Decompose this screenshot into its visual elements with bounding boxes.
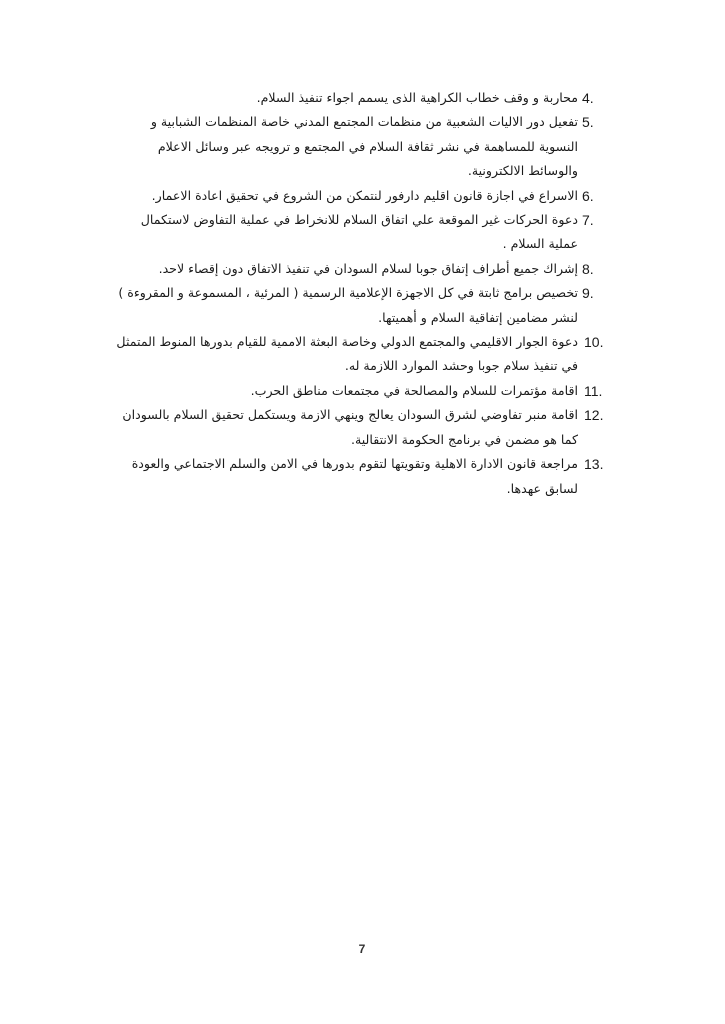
item-number: 5. (582, 114, 594, 131)
list-item (108, 379, 610, 403)
item-text: محاربة و وقف خطاب الكراهية الذى يسمم اجواء تنفيذ السلام. (256, 90, 578, 105)
list-item (108, 281, 610, 330)
item-text: دعوة الجوار الاقليمي والمجتمع الدولي وخاصة البعثة الاممية للقيام بدورها المنوط المتمثل في تنفيذ سلام جوبا وحشد الموارد اللازمة له. (116, 334, 578, 374)
item-text: اقامة منبر تفاوضي لشرق السودان يعالج وينهي الازمة ويستكمل تحقيق السلام بالسودان كما هو مضمن في برنامج الحكومة الانتقالية. (122, 407, 578, 447)
item-number: 11. (584, 382, 603, 399)
list-item (108, 208, 610, 257)
list-item (108, 403, 610, 452)
list-item (108, 257, 610, 281)
item-number: 10. (584, 334, 604, 351)
item-text: تفعيل دور الاليات الشعبية من منظمات المجتمع المدني خاصة المنظمات الشبابية و النسوية للمساهمة في نشر ثقافة السلام في المجتمع و ترويجه عبر وسائل الاعلام والوسائط الالكترونية. (150, 114, 578, 179)
item-number: 13. (584, 456, 604, 473)
item-number: 6. (582, 187, 594, 204)
item-text: اقامة مؤتمرات للسلام والمصالحة في مجتمعات مناطق الحرب. (250, 382, 578, 398)
item-text: دعوة الحركات غير الموقعة علي اتفاق السلام للانخراط في عملية التفاوض لاستكمال عملية السلام . (140, 212, 578, 252)
item-number: 12. (584, 407, 604, 424)
item-text: مراجعة قانون الادارة الاهلية وتقويتها لتقوم بدورها في الامن والسلم الاجتماعي والعودة لسابق عهدها. (131, 456, 578, 496)
page-number: 7 (358, 942, 366, 956)
recommendations-list (108, 86, 610, 501)
list-item (108, 452, 610, 501)
item-number: 8. (582, 260, 594, 277)
list-item (108, 110, 610, 183)
item-text: إشراك جميع أطراف إتفاق جوبا لسلام السودان في تنفيذ الاتفاق دون إقصاء لاحد. (158, 260, 578, 276)
item-number: 9. (582, 285, 594, 302)
item-number: 4. (582, 90, 594, 106)
list-item (108, 86, 610, 110)
item-text: تخصيص برامج ثابتة في كل الاجهزة الإعلامية الرسمية ( المرئية ، المسموعة و المقروءة ) لنشر مضامين إتفاقية السلام و أهميتها. (118, 285, 578, 325)
item-text: الاسراع في اجازة قانون اقليم دارفور لنتمكن من الشروع في تحقيق اعادة الاعمار. (151, 187, 578, 203)
item-number: 7. (582, 212, 594, 229)
list-item (108, 184, 610, 208)
list-item (108, 330, 610, 379)
